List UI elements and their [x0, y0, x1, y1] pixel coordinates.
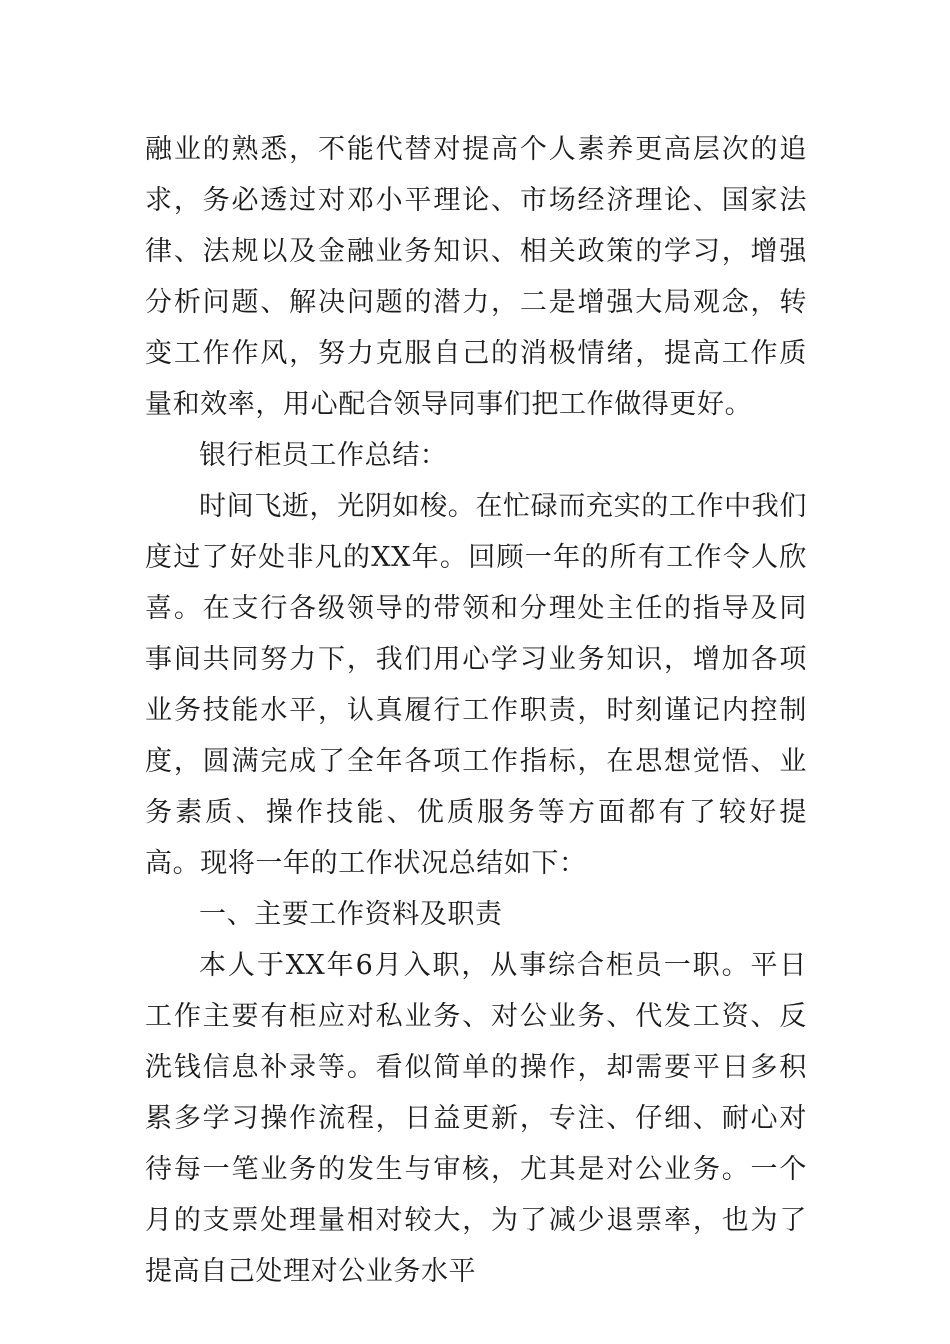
heading-section-main-duties: 一、主要工作资料及职责	[199, 899, 503, 930]
heading-work-summary: 银行柜员工作总结：	[199, 440, 448, 471]
paragraph-continuation: 融业的熟悉，不能代替对提高个人素养更高层次的追求，务必透过对邓小平理论、市场经济理论、国家法律、法规以及金融业务知识、相关政策的学习，增强分析问题、解决问题的潜力，二是增强大局观念，转变工作作风，努力克服自己的消极情绪，提高工作质量和效率，用心配合领导同事们把工作做得更好。	[145, 134, 807, 420]
paragraph-intro: 时间飞逝，光阴如梭。在忙碌而充实的工作中我们度过了好处非凡的XX年。回顾一年的所有工作令人欣喜。在支行各级领导的带领和分理处主任的指导及同事间共同努力下，我们用心学习业务知识，增加各项业务技能水平，认真履行工作职责，时刻谨记内控制度，圆满完成了全年各项工作指标，在思想觉悟、业务素质、操作技能、优质服务等方面都有了较好提高。现将一年的工作状况总结如下：	[145, 491, 807, 879]
paragraph-section-1-body: 本人于XX年6月入职，从事综合柜员一职。平日工作主要有柜应对私业务、对公业务、代发工资、反洗钱信息补录等。看似简单的操作，却需要平日多积累多学习操作流程，日益更新，专注、仔细、耐心对待每一笔业务的发生与审核，尤其是对公业务。一个月的支票处理量相对较大，为了减少退票率，也为了提高自己处理对公业务水平	[145, 950, 807, 1287]
document-body	[145, 124, 807, 1297]
